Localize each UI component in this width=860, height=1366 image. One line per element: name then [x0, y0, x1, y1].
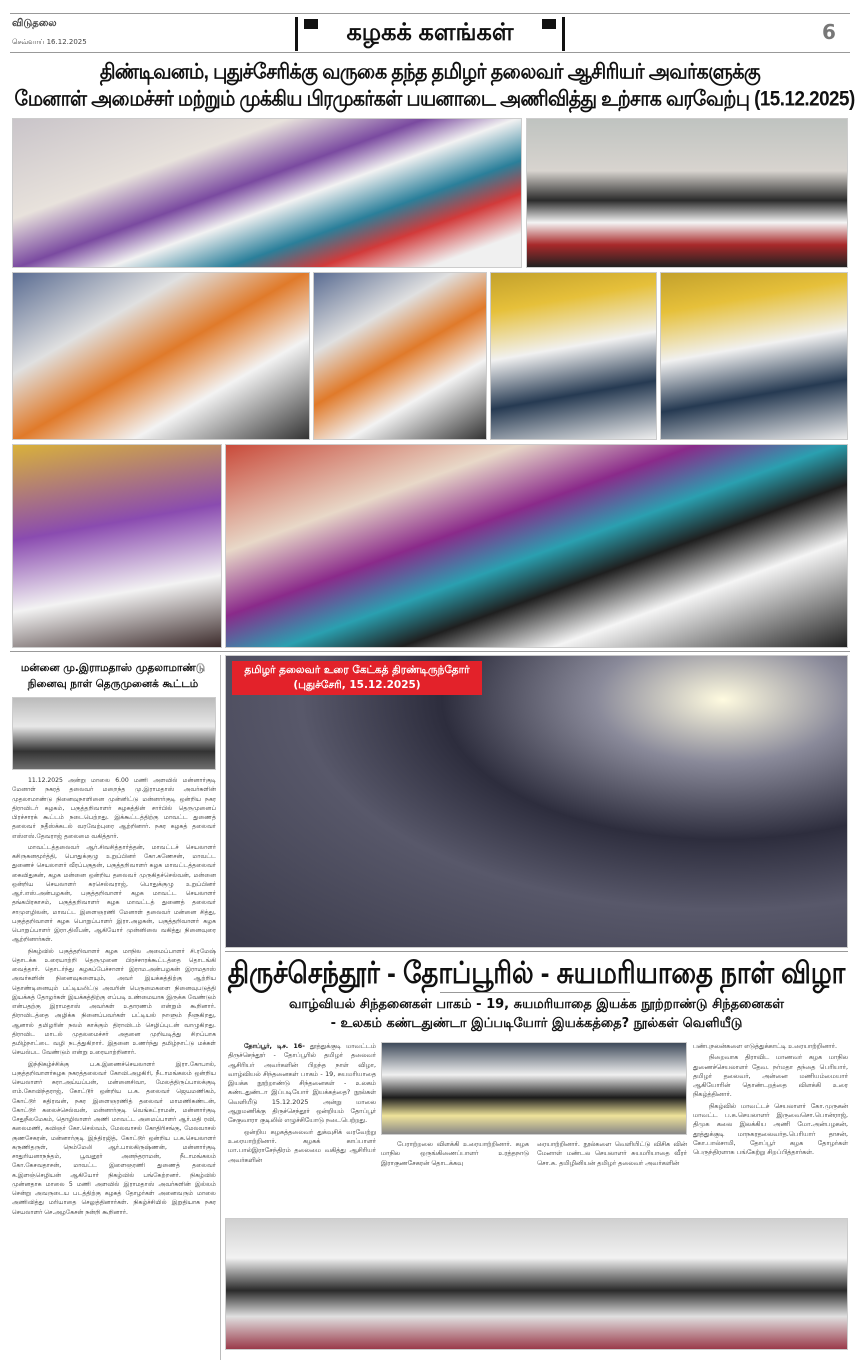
dateline: தோப்பூர், டிச. 16-	[244, 1042, 305, 1050]
paragraph: நிகழ்வில் பகுத்தறிவாளர் கழக மாநில அமைப்பாளர் சி.ரமேஷ் தொடக்க உரையாற்றி தெருமுனை பிரச்சாரக்கூட்டத்தை தொடங்கி வைத்தார். தொடர்ந்து கழகப்பேச்சாளர் இராம.அன்பழகன் இராமதாஸ் அவர்களின் நினைவுகளையும், அவர் இயக்கத்திற்கு ஆற்றிய தொண்டினையும் பட்டியலிட்டு அவரின் பெருமைகளை நினைவுபடுத்தி இயக்கத் தோழர்கள் இயக்கத்திற்கு எப்படி உண்மையாக இருக்க வேண்டும் என்பதற்கு இராமதாஸ் அவர்கள் உதாரணம் என்றும் கூறினார். திராவிடத்தை அழிக்க நினைப்பவர்கள் பட்டியல் நாளும் நீளுகிறது, ஆனால் தமிழரின் நலம் காக்கும் திராவிடம் செழிப்புடன் வாழுகிறது. திராவிட மாடல் முதலமைச்சர் அதனை முறியடித்து சிறப்பாக தமிழ்நாட்டை வழி நடத்துகிறார். இதனை உணர்ந்து தமிழ்நாட்டு மக்கள் செயல்பட வேண்டும் என்று உரையாற்றினார்.	[12, 947, 216, 1057]
top-rule	[10, 13, 850, 14]
paragraph: ஒன்றிய கழகத்தலைவர் துக்வுசிக் வரவேற்று உரையாற்றினார். கழகக் காப்பாளர் மா.பால்இராசேந்திரம் தலைமை வகித்து ஆசிரியர் அவர்களின்	[228, 1127, 376, 1164]
left-story-body	[12, 776, 216, 1219]
paper-name: விடுதலை	[12, 18, 57, 29]
photo-crowd	[225, 655, 848, 948]
section-rule	[10, 651, 850, 652]
section-title-banner	[295, 17, 565, 51]
photo-book-release	[381, 1042, 687, 1135]
paragraph: பண்புநலன்களை எடுத்துக்காட்டி உரையாற்றினார்.	[693, 1042, 838, 1050]
photo-welcome-8	[225, 444, 848, 648]
photo-welcome-5	[490, 272, 657, 440]
subheadline-line1: வாழ்வியல் சிந்தனைகள் பாகம் - 19, சுயமரியாதை இயக்க நூற்றாண்டு சிந்தனைகள்	[288, 997, 785, 1012]
paragraph: நிறைவாக திராவிட மாணவர் கழக மாநில துணைச்செயலாளர் தேவ. நர்மதா தந்தை பெரியார், தமிழர் தலைவர், அன்னை மணியம்மையார் ஆகியோரின் தொண்டறத்தை விளக்கி உரை நிகழ்த்தினார்.	[693, 1053, 848, 1099]
second-story-headline: திருச்செந்தூர் - தோப்பூரில் - சுயமரியாதை நாள் விழா	[227, 955, 846, 990]
paragraph: நிகழ்வில் மாவட்டச் செயலாளர் கோ.முருகன் மாவட்ட ப.க.செயலாளர் இருவைசொ.பொன்ராஜ், திமுக கலை இலக்கிய அணி மோ.அன்பழகன், தூத்துக்குடி மாநகரதலைவர்த.பெரியார் தாசன், கோ.பால்சாமி, தோப்பூர் கழக தோழர்கள் பெருந்திரளாக பங்கேற்று சிறப்பித்தார்கள்.	[693, 1101, 848, 1157]
lead-headline-line2: மேனாள் அமைச்சர் மற்றும் முக்கிய பிரமுகர்கள் பயனாடை அணிவித்து உற்சாக வரவேற்பு (15.12.2025)	[14, 88, 855, 112]
second-story-col2	[381, 1140, 529, 1170]
left-headline-line2: நினைவு நாள் தெருமுனைக் கூட்டம்	[27, 678, 199, 690]
photo-street-meeting	[12, 697, 216, 770]
crowd-photo-caption	[232, 661, 482, 695]
lead-headline-line2-wrap	[10, 88, 855, 112]
page-number: 6	[822, 20, 836, 44]
issue-date: செவ்வாய் 16.12.2025	[12, 38, 87, 46]
flag-icon	[542, 19, 556, 29]
paragraph: மாவட்டத்தலைவர் ஆர்.சிவசித்தார்த்தன், மாவட்டச் செயலாளர் கசிருகனமூர்த்தி, பொதுக்குழு உறுப்பினர் கோ.கணேசன், மாவட்ட துணைச் செயலாளர் வீரப்பகுதன், பகுத்தறிவாளர் கழக மாவட்டத்தலைவர் கைவிதுகன், கழக மன்னை ஒன்றிய தலைவர் முருகிதச்செல்வன், மன்னை ஒன்றிய செயலாளர் கரசெல்வராஜ், பொதுக்குழு உறுப்பினர் ஆர்.எஸ்.அன்பழகன், பகுத்தறிவாளர் கழக மாவட்ட செயலாளர் தங்கபிரகாசம், பகுத்தறிவாளர் கழக மாவட்டத் துணைத் தலைவர் சாமுஎழிலன், மாவட்ட இளைஞரணி மேனாள் தலைவர் மன்னை சித்து, பகுத்தறிவாளர் கழக பொறுப்பாளர் இரா.அழகன், பகுத்தறிவாளர் கழக பொறுப்பாளர் இரா.திலீபன், ஆகியோர் முன்னிலை வகித்து நினைவுரை ஆற்றினார்கள்.	[12, 843, 216, 944]
headline-underline	[440, 992, 630, 993]
second-story-col3	[537, 1140, 687, 1170]
photo-welcome-4	[313, 272, 487, 440]
second-story-col1	[228, 1042, 376, 1167]
section-title: கழகக் களங்கள்	[346, 19, 514, 46]
subheadline-line2: - உலகம் கண்டதுண்டா இப்படியோர் இயக்கத்தை? நூல்கள் வெளியீடு	[330, 1016, 743, 1031]
column-divider	[220, 655, 221, 1360]
paragraph: ரையாற்றினார். நூல்களை வெளியிட்டு விசிக வின் மேனாள் மண்டல செயலாளர் சுயமரியாதை வீரர் சொ.சு. தமிழினியன் தமிழர் தலைவர் அவர்களின்	[537, 1140, 687, 1167]
section-rule	[225, 951, 848, 952]
masthead-rule	[10, 52, 850, 53]
photo-welcome-6	[660, 272, 848, 440]
left-headline-line1: மன்னை மு.இராமதாஸ் முதலாமாண்டு	[20, 662, 206, 674]
left-story-headline	[10, 660, 216, 692]
caption-line2: (புதுச்சேரி, 15.12.2025)	[293, 679, 421, 691]
lead-headline-line1: திண்டிவனம், புதுச்சேரிக்கு வருகை தந்த தமிழர் தலைவர் ஆசிரியர் அவர்களுக்கு	[99, 61, 761, 85]
flag-icon	[304, 19, 318, 29]
paragraph: தூத்துக்குடி மாவட்டம் திருச்செந்தூர் - தோப்பூரில் தமிழர் தலைவர் ஆசிரியர் அவர்களின் பிறந்த நாள் விழா, வாழ்வியல் சிந்தனைகள் பாகம் - 19, சுயமரியாதை இயக்க நூற்றாண்டு சிந்தனைகள் - உலகம் கண்டதுண்டா இப்படியோர் இயக்கத்தை? நூல்கள் வெளியீடு 15.12.2025 அன்று மாலை ஆறுமணிக்கு திருச்செந்தூர் ஒன்றியம் தோப்பூர் சேகுவாரா குடிலில் எழுச்சியோடு நடைபெற்றது.	[228, 1042, 376, 1125]
second-story-subheadline	[225, 995, 848, 1033]
photo-group-attendees	[225, 1218, 848, 1350]
photo-welcome-2	[526, 118, 848, 268]
photo-welcome-7	[12, 444, 222, 648]
second-story-col4	[693, 1042, 848, 1160]
paragraph: இந்நிகழ்ச்சிக்கு ப.க.இணைச்செயலாளர் இரா.கோபால், பகுத்தறிவாளர்கழக நகரத்தலைவர் கோவி.அழகிரி, நீடாமங்கலம் ஒன்றிய செயலாளர் சுரா.அய்யப்பன், மன்னைசிவா, மேலத்திருப்பாலக்குடி எம்.கோவிந்தராஜ், கோட்டூர் ஒன்றிய ப.க. தலைவர் ஜெயமணிகம், கோட்டூர் கதிரவன், நகர இளைஞரணித் தலைவர் மாமணிகண்டன், கோட்டூர் கலைச்செல்வன், மன்னார்குடி வெங்கட்ராமன், மன்னார்குடி சேதுநீலமேகம், தொழிலாளர் அணி மாவட்ட அமைப்பாளர் ஆர்.மதி ரவி, கலைமணி, கவிஞர் கோ.செல்வம், மேலவாசல் கோதிரிசங்கு, மேலவாசல் குணசேகரன், மன்னார்குடி இந்திரஜித், கோட்டூர் ஒன்றிய ப.க.செயலாளர் கருணிதருள், நெம்மேலி ஆர்.பாலகிருஷ்ணன், மன்னார்குடி சாதுரியனாநந்தம், பூவனூர் அனந்தராமன், நீடாமங்கலம் கோ.கேசவதாசன், மாவட்ட இளைஞரணி துணைத் தலைவர் க.இளஞ்செழியன் ஆகியோர் நிகழ்வில் பங்கேற்றனர். நிகழ்வில் முன்னதாக மாலை 5 மணி அளவில் இராமதாஸ் அவர்களின் இல்லம் சென்று அவருடைய படத்திற்கு கழகத் தோழர்கள் அனைவரும் மாலை அணிவித்து மரியாதை செலுத்தினார்கள். நிகழ்ச்சியில் இறுதியாக நகர செயலாளர் செ.அழகேசன் நன்றி கூறினார்.	[12, 1060, 216, 1216]
lead-headline-line1-wrap	[10, 61, 850, 85]
paragraph: 11.12.2025 அன்று மாலை 6.00 மணி அளவில் மன்னார்குடி மேனாள் நகரத் தலைவர் மறைந்த மு.இராமதாஸ் அவர்களின் முதலாமாண்டு நினைவுநாளினை முன்னிட்டு மன்னார்குடி ஒன்றிய நகர திராவிடர் கழகம், பகுத்தறிவாளர் கழகத்தின் சார்பில் தெருமுனைப் பிரச்சாரக் கூட்டம் நடைபெற்றது. இக்கூட்டத்திற்கு மாவட்ட துணைத் தலைவர் நதீஸ்க்கடல் வரவேற்புரை ஆற்றினார். நகர கழகத் தலைவர் எஸ்எஸ்.தேவராஜ் தலைமை வகித்தார்.	[12, 777, 216, 840]
caption-line1: தமிழர் தலைவர் உரை கேட்கத் திரண்டிருந்தோர்	[244, 664, 470, 676]
paragraph: பேராற்றலை விளக்கி உரையாற்றினார். கழக மாநில ஒருங்கிணைப்பாளர் உரத்தநாடு இராகுணசேகரன் தொடக்கவு	[381, 1140, 529, 1167]
photo-welcome-1	[12, 118, 522, 268]
photo-welcome-3	[12, 272, 310, 440]
